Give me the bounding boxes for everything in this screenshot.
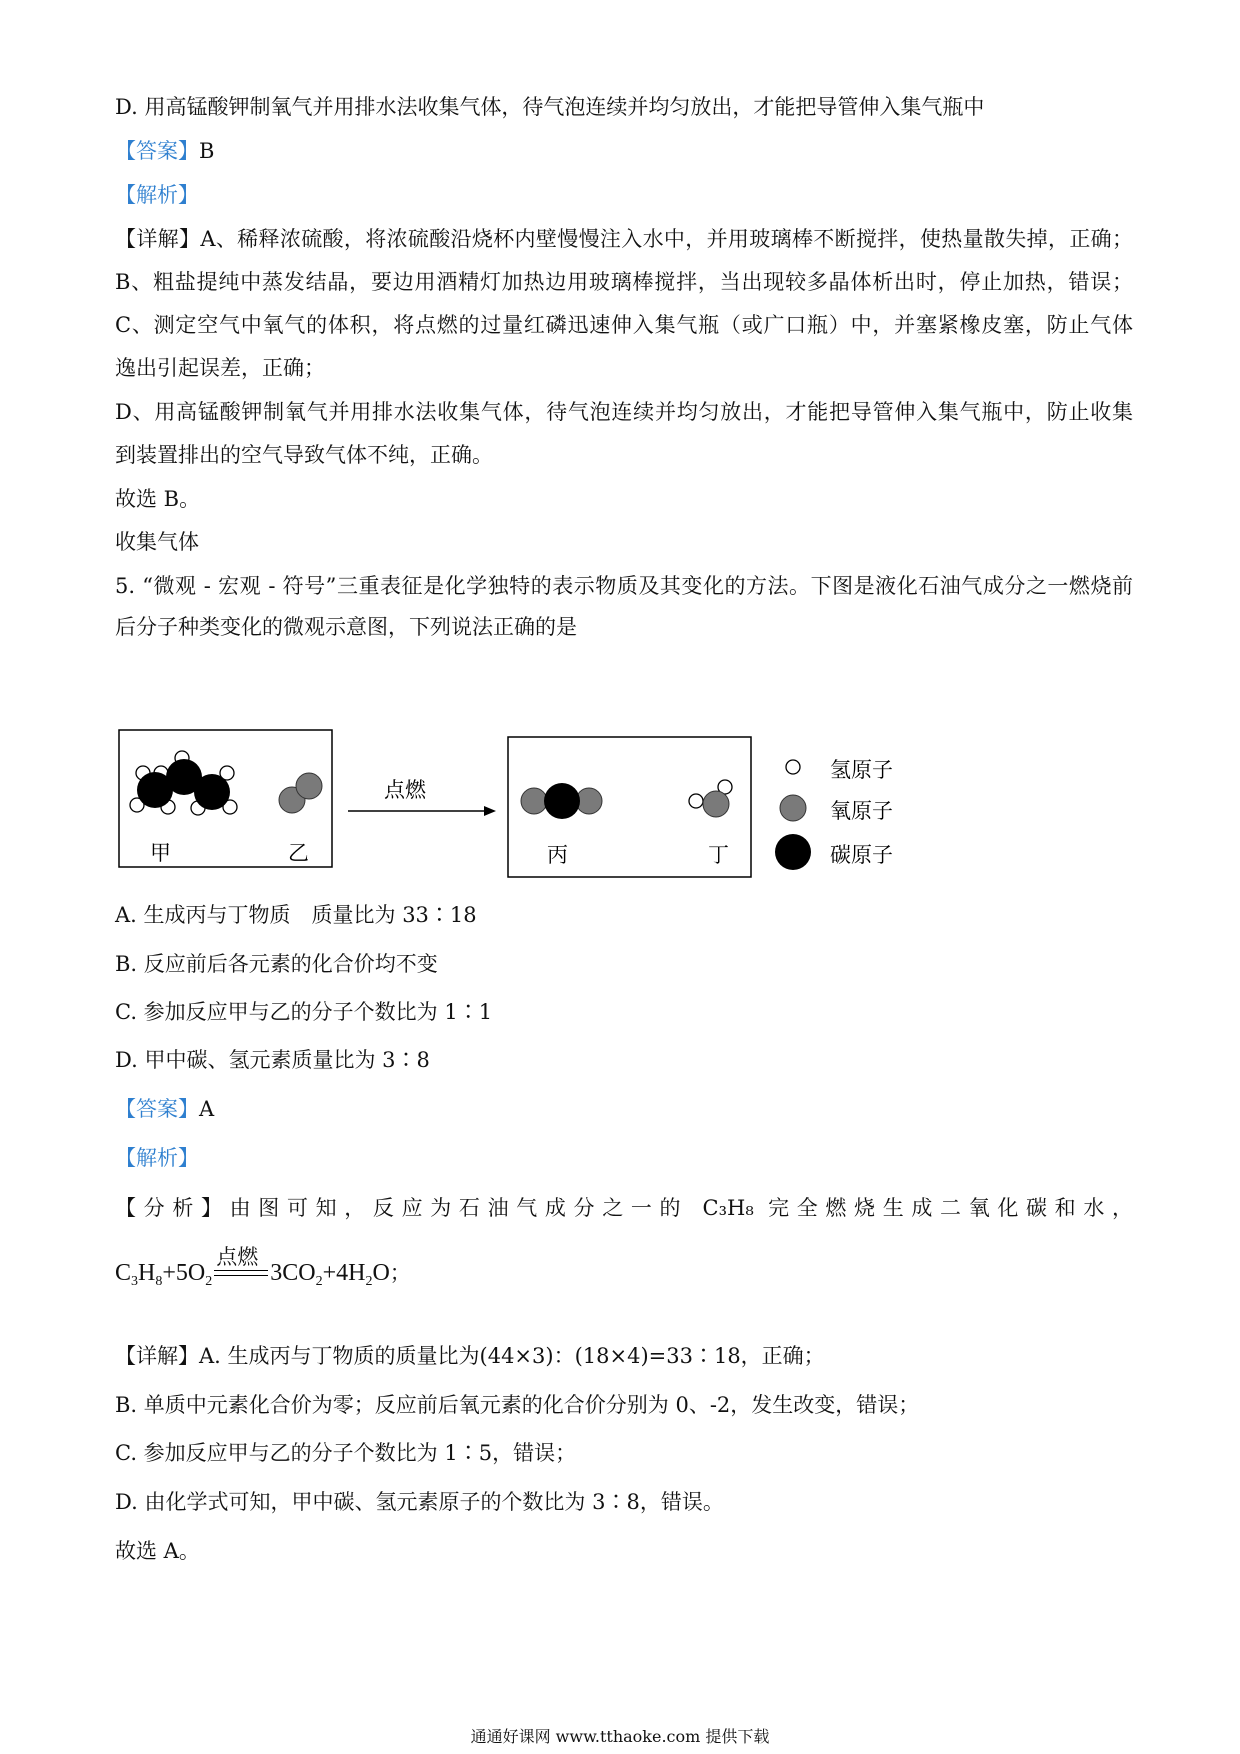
- legend-carbon-label: 碳原子: [830, 843, 893, 867]
- legend-hydrogen-icon: [786, 760, 800, 774]
- eq-c-sub: 3: [131, 1274, 139, 1289]
- label-ding: 丁: [708, 843, 729, 867]
- label-jia: 甲: [150, 841, 171, 865]
- eq-co2-sub: 2: [315, 1274, 323, 1289]
- option-a: A. 生成丙与丁物质 质量比为 33∶18: [115, 903, 477, 927]
- fenxi-line: 【分析】由图可知，反应为石油气成分之一的 C₃H₈ 完全燃烧生成二氧化碳和水，: [115, 1196, 1133, 1220]
- carbon-atom: [544, 783, 580, 819]
- legend-oxygen-icon: [780, 795, 806, 821]
- eq-condition-sign: [214, 1245, 268, 1289]
- detail2-a: 【详解】A. 生成丙与丁物质的质量比为(44×3)：(18×4)=33∶18，正确；: [115, 1344, 825, 1368]
- detail2-d: D. 由化学式可知，甲中碳、氢元素原子的个数比为 3∶8，错误。: [115, 1490, 724, 1514]
- detail2-c: C. 参加反应甲与乙的分子个数比为 1∶5，错误；: [115, 1441, 577, 1465]
- oxygen-atom: [521, 788, 547, 814]
- eq-h-sub: 8: [155, 1274, 163, 1289]
- eq-o2-sub: 2: [205, 1274, 213, 1289]
- analysis2-tag: 【解析】: [115, 1146, 199, 1170]
- eq-o2: +5O: [162, 1260, 206, 1286]
- eq-h2o-o: O: [372, 1260, 390, 1286]
- hydrogen-atom: [689, 794, 703, 808]
- analysis-tag: 【解析】: [115, 183, 199, 207]
- answer2-tag: 【答案】: [115, 1097, 199, 1121]
- label-bing: 丙: [547, 843, 568, 867]
- option-d-line: D. 用高锰酸钾制氧气并用排水法收集气体，待气泡连续并均匀放出，才能把导管伸入集气瓶中: [115, 95, 985, 119]
- option-d: D. 甲中碳、氢元素质量比为 3∶8: [115, 1048, 430, 1072]
- answer2-line: [115, 1094, 214, 1124]
- option-b: B. 反应前后各元素的化合价均不变: [115, 952, 438, 976]
- eq-co2: 3CO: [270, 1260, 316, 1286]
- question5-line1: 5. “微观 - 宏观 - 符号”三重表征是化学独特的表示物质及其变化的方法。下图是液化石油气成分之一燃烧前: [115, 574, 1133, 598]
- answer-tag: 【答案】: [115, 139, 199, 163]
- eq-h2o: +4H: [322, 1260, 366, 1286]
- legend-oxygen-label: 氧原子: [830, 799, 893, 823]
- eq-end: ；: [389, 1261, 411, 1285]
- detail-line-a: 【详解】A、稀释浓硫酸，将浓硫酸沿烧杯内壁慢慢注入水中，并用玻璃棒不断搅拌，使热量散失掉，正确；: [115, 227, 1133, 251]
- detail-line-d: D、用高锰酸钾制氧气并用排水法收集气体，待气泡连续并均匀放出，才能把导管伸入集气瓶中，防止收集: [115, 400, 1133, 424]
- footer-text: 通通好课网 www.tthaoke.com 提供下载: [470, 1727, 770, 1746]
- question5-line2: 后分子种类变化的微观示意图，下列说法正确的是: [115, 615, 577, 639]
- answer-value: B: [199, 139, 215, 163]
- eq-h: H: [138, 1260, 156, 1286]
- legend-carbon-icon: [775, 834, 811, 870]
- oxygen-atom: [703, 791, 729, 817]
- oxygen-atom: [296, 773, 322, 799]
- option-c: C. 参加反应甲与乙的分子个数比为 1∶1: [115, 1000, 493, 1024]
- chemical-equation: [115, 1245, 411, 1302]
- arrow-label: 点燃: [384, 778, 426, 802]
- answer2-value: A: [199, 1097, 215, 1121]
- detail2-choose: 故选 A。: [115, 1539, 200, 1563]
- legend: [775, 758, 893, 870]
- eq-h2o-sub: 2: [365, 1274, 373, 1289]
- detail-line-c: C、测定空气中氧气的体积，将点燃的过量红磷迅速伸入集气瓶（或广口瓶）中，并塞紧橡皮塞，防止气体: [115, 313, 1133, 337]
- label-yi: 乙: [288, 841, 309, 865]
- legend-hydrogen-label: 氢原子: [830, 758, 893, 782]
- detail-line-c-cont: 逸出引起误差，正确；: [115, 356, 325, 380]
- detail2-b: B. 单质中元素化合价为零；反应前后氧元素的化合价分别为 0、-2，发生改变，错误；: [115, 1393, 920, 1417]
- detail-line-b: B、粗盐提纯中蒸发结晶，要边用酒精灯加热边用玻璃棒搅拌，当出现较多晶体析出时，停止加热，错误；: [115, 270, 1133, 294]
- choose-line: 故选 B。: [115, 487, 201, 511]
- detail-line-d-cont: 到装置排出的空气导致气体不纯，正确。: [115, 443, 493, 467]
- carbon-atom: [194, 774, 230, 810]
- eq-condition: 点燃: [216, 1245, 259, 1270]
- eq-c: C: [115, 1260, 132, 1286]
- topic-line: 收集气体: [115, 530, 199, 554]
- arrow-head-icon: [484, 806, 496, 816]
